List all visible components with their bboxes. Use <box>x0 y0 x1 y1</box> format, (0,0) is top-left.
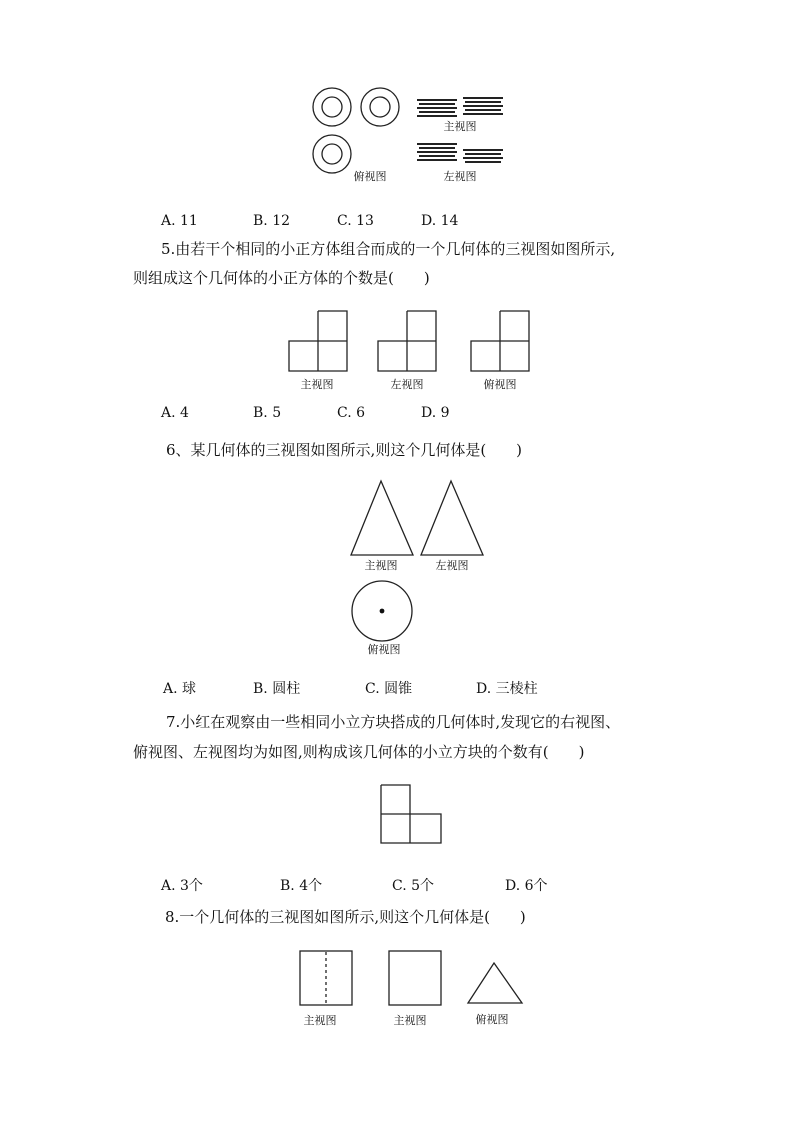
q8-view-1 <box>299 950 353 1006</box>
q5-caption-front: 主视图 <box>300 378 334 391</box>
q7-option-c[interactable]: C. 5个 <box>392 878 435 894</box>
q5-stem-line1: 5.由若干个相同的小正方体组合而成的一个几何体的三视图如图所示, <box>161 240 616 258</box>
q6-stem-line1: 6、某几何体的三视图如图所示,则这个几何体是( ) <box>166 441 523 459</box>
q4-option-c[interactable]: C. 13 <box>337 213 374 229</box>
q4-option-d[interactable]: D. 14 <box>421 213 459 229</box>
plate-top-view-3 <box>310 132 354 176</box>
q8-view-2 <box>388 950 442 1006</box>
q5-stem-line2: 则组成这个几何体的小正方体的个数是( ) <box>133 269 430 287</box>
q4-option-a[interactable]: A. 11 <box>161 213 198 229</box>
q8-caption-1: 主视图 <box>303 1014 337 1027</box>
q5-front-view <box>288 310 348 372</box>
q5-caption-top: 俯视图 <box>483 378 517 391</box>
q6-top-view <box>351 580 413 642</box>
q7-option-a[interactable]: A. 3个 <box>161 878 203 894</box>
q5-option-d[interactable]: D. 9 <box>421 405 450 421</box>
q6-option-c[interactable]: C. 圆锥 <box>365 681 413 697</box>
plate-stack-left-1 <box>416 142 458 162</box>
plate-stack-front-1 <box>416 98 458 118</box>
q6-option-a[interactable]: A. 球 <box>163 681 197 697</box>
q8-view-3 <box>467 962 523 1004</box>
q4-option-b[interactable]: B. 12 <box>253 213 291 229</box>
q4-caption-front: 主视图 <box>443 120 477 133</box>
q6-option-d[interactable]: D. 三棱柱 <box>476 681 538 697</box>
q6-caption-top: 俯视图 <box>367 643 401 656</box>
q8-stem-line1: 8.一个几何体的三视图如图所示,则这个几何体是( ) <box>165 908 526 926</box>
q6-option-b[interactable]: B. 圆柱 <box>253 681 301 697</box>
q7-stem-line2: 俯视图、左视图均为如图,则构成该几何体的小立方块的个数有( ) <box>133 743 585 761</box>
q8-caption-2: 主视图 <box>393 1014 427 1027</box>
q7-option-b[interactable]: B. 4个 <box>280 878 323 894</box>
q5-option-c[interactable]: C. 6 <box>337 405 366 421</box>
q8-caption-3: 俯视图 <box>475 1013 509 1026</box>
q5-option-a[interactable]: A. 4 <box>161 405 189 421</box>
q5-top-view <box>470 310 530 372</box>
plate-top-view-2 <box>358 85 402 129</box>
q4-caption-top: 俯视图 <box>353 170 387 183</box>
q4-caption-left: 左视图 <box>443 170 477 183</box>
plate-top-view-1 <box>310 85 354 129</box>
q7-stem-line1: 7.小红在观察由一些相同小立方块搭成的几何体时,发现它的右视图、 <box>166 713 621 731</box>
q7-view <box>380 784 442 844</box>
q6-caption-left: 左视图 <box>435 559 469 572</box>
q5-left-view <box>377 310 437 372</box>
plate-stack-left-2 <box>462 148 504 164</box>
q5-option-b[interactable]: B. 5 <box>253 405 282 421</box>
plate-stack-front-2 <box>462 96 504 118</box>
q5-caption-left: 左视图 <box>390 378 424 391</box>
q6-front-view <box>350 480 414 556</box>
q7-option-d[interactable]: D. 6个 <box>505 878 548 894</box>
q6-caption-front: 主视图 <box>364 559 398 572</box>
q6-left-view <box>420 480 484 556</box>
